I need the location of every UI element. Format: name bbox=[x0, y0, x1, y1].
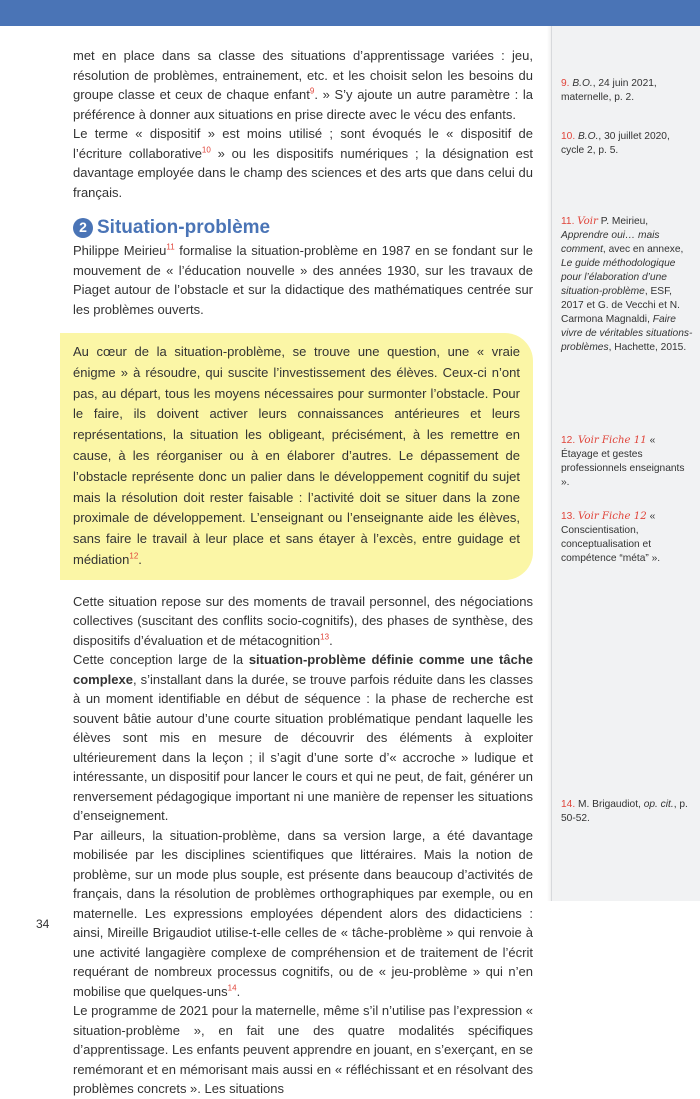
footnote-ref-9[interactable]: 9 bbox=[309, 86, 315, 96]
intro-paragraph-1: met en place dans sa classe des situations d’apprentissage variées : jeu, résolution de problèmes, entrainement, etc. et les choisit selon les besoins du groupe classe et ceux de chaque enfant$^9$. » S’y ajoute un autre paramètre : la préférence à donner aux situations en prise directe avec le vécu des enfants. bbox=[73, 48, 533, 122]
highlighted-definition-box bbox=[60, 333, 533, 580]
margin-note-10: 10. B.O., 30 juillet 2020, cycle 2, p. 5. bbox=[561, 131, 670, 156]
footnote-ref-11[interactable]: 11 bbox=[166, 242, 175, 252]
section-number-badge: 2 bbox=[73, 218, 93, 238]
top-color-band bbox=[0, 0, 700, 26]
margin-note-12: 12. Voir Fiche 11 « Étayage et gestes professionnels enseignants ». bbox=[561, 435, 685, 488]
body-paragraph-1: Cette situation repose sur des moments de travail personnel, des négociations collectives (suscitant des conflits socio-cognitifs), des phases de synthèse, des dispositifs d’évaluation et de métacognition$^{13}$. bbox=[73, 593, 533, 648]
page-number: 34 bbox=[36, 917, 50, 931]
voir-fiche-link[interactable]: Voir Fiche 12 bbox=[578, 511, 647, 522]
footnote-ref-10[interactable]: 10 bbox=[201, 145, 211, 155]
voir-fiche-link[interactable]: Voir Fiche 11 bbox=[578, 435, 647, 446]
margin-note-13: 13. Voir Fiche 12 « Conscientisation, conceptualisation et compétence “méta” ». bbox=[561, 511, 661, 564]
section-title: Situation-problème bbox=[97, 217, 271, 239]
body-paragraph-4: Le programme de 2021 pour la maternelle, même s’il n’utilise pas l’expression « situation-problème », en fait une des quatre modalités spécifiques d’apprentissage. Les enfants peuvent apprendre en jouant, en s’exerçant, en se remémorant et en mémorisant mais aussi en « réfléchissant et en résolvant des problèmes concrets ». Les situations bbox=[73, 1003, 533, 1097]
margin-shadow bbox=[547, 26, 551, 901]
margin-note-11: 11. Voir P. Meirieu, Apprendre oui… mais comment, avec en annexe, Le guide méthodologique pour l’élaboration d’une situation-problème, ESF, 2017 et G. de Vecchi et N. Carmona Magnaldi, Faire vivre de véritables situations-problèmes, Hachette, 2015. bbox=[561, 216, 693, 353]
intro-paragraph-2: Le terme « dispositif » est moins utilisé ; sont évoqués le « dispositif de l’écriture collaborative$^{10}$ » ou les dispositifs numériques ; la désignation est davantage employée dans le champ des sciences et des arts que dans celui du français. bbox=[73, 126, 533, 200]
margin-note-14: 14. M. Brigaudiot, op. cit., p. 50-52. bbox=[561, 799, 688, 824]
bold-phrase: situation-problème définie comme une tâche complexe bbox=[73, 652, 533, 687]
meirieu-paragraph: Philippe Meirieu$^{11}$ formalise la situation-problème en 1987 en se fondant sur le mouvement de « l’éducation nouvelle » des années 1930, sur les travaux de Piaget autour de l’obstacle et sur la didactique des mathématiques centrée sur les problèmes ouverts. bbox=[73, 242, 533, 317]
footnote-ref-14[interactable]: 14 bbox=[227, 983, 237, 993]
margin-note-9: 9. B.O., 24 juin 2021, maternelle, p. 2. bbox=[561, 78, 657, 103]
body-paragraph-2: Cette conception large de la situation-problème définie comme une tâche complexe, s’installant dans la durée, se trouve parfois réduite dans les classes à un moment identifiable en début de séquence : la phase de recherche est souvent bâtie autour d’une courte situation problématique pendant laquelle les élèves sont mis en mesure de découvrir des éléments à exploiter ultérieurement dans la leçon ; il s’agit d’une sorte d’« accroche » ludique et intéressante, un dispositif pour lancer le cours et qui ne peut, de fait, générer un renversement pédagogique important ni une manière de repenser les situations d’enseignement. bbox=[73, 652, 533, 824]
section-heading bbox=[73, 218, 533, 238]
body-paragraph-3: Par ailleurs, la situation-problème, dans sa version large, a été davantage mobilisée par les disciplines scientifiques que littéraires. Mais la notion de problème, sur un mode plus souple, est présente dans beaucoup d’activités de français, dans la résolution de problèmes orthographiques par exemple, ou en maternelle. Les expressions employées dépendent alors des didacticiens : ainsi, Mireille Brigaudiot utilise-t-elle celles de « tâche-problème » qui renvoie à une activité langagière complexe de compréhension et de traitement de l’écrit requérant de nombreux processus cognitifs, ou de « jeu-problème » qui n’en mobilise que quelques-uns$^{14}$. bbox=[73, 827, 533, 999]
footnote-ref-13[interactable]: 13 bbox=[320, 632, 330, 642]
main-text-column bbox=[73, 46, 533, 1099]
footnote-ref-12[interactable]: 12 bbox=[129, 551, 139, 561]
highlight-text: Au cœur de la situation-problème, se trouve une question, une « vraie énigme » à résoudre, qui suscite l’investissement des élèves. Ceux-ci n’ont pas, au départ, tous les moyens nécessaires pour surmonter l’obstacle. Pour le faire, ils doivent activer leurs connaissances antérieures et leurs représentations, la situation les obligeant, précisément, à les remettre en cause, à les réorganiser ou à en élaborer d’autres. Le dépassement de l’obstacle représente donc un palier dans le développement cognitif du sujet mais la résolution doit rester faisable : l’activité doit se situer dans la zone proximale de développement. L’enseignant ou l’enseignante aide les élèves, sans faire le travail à leur place et sans étayer à l’excès, entre guidage et médiation$^{12}$. bbox=[73, 344, 520, 567]
voir-link[interactable]: Voir bbox=[577, 216, 598, 227]
